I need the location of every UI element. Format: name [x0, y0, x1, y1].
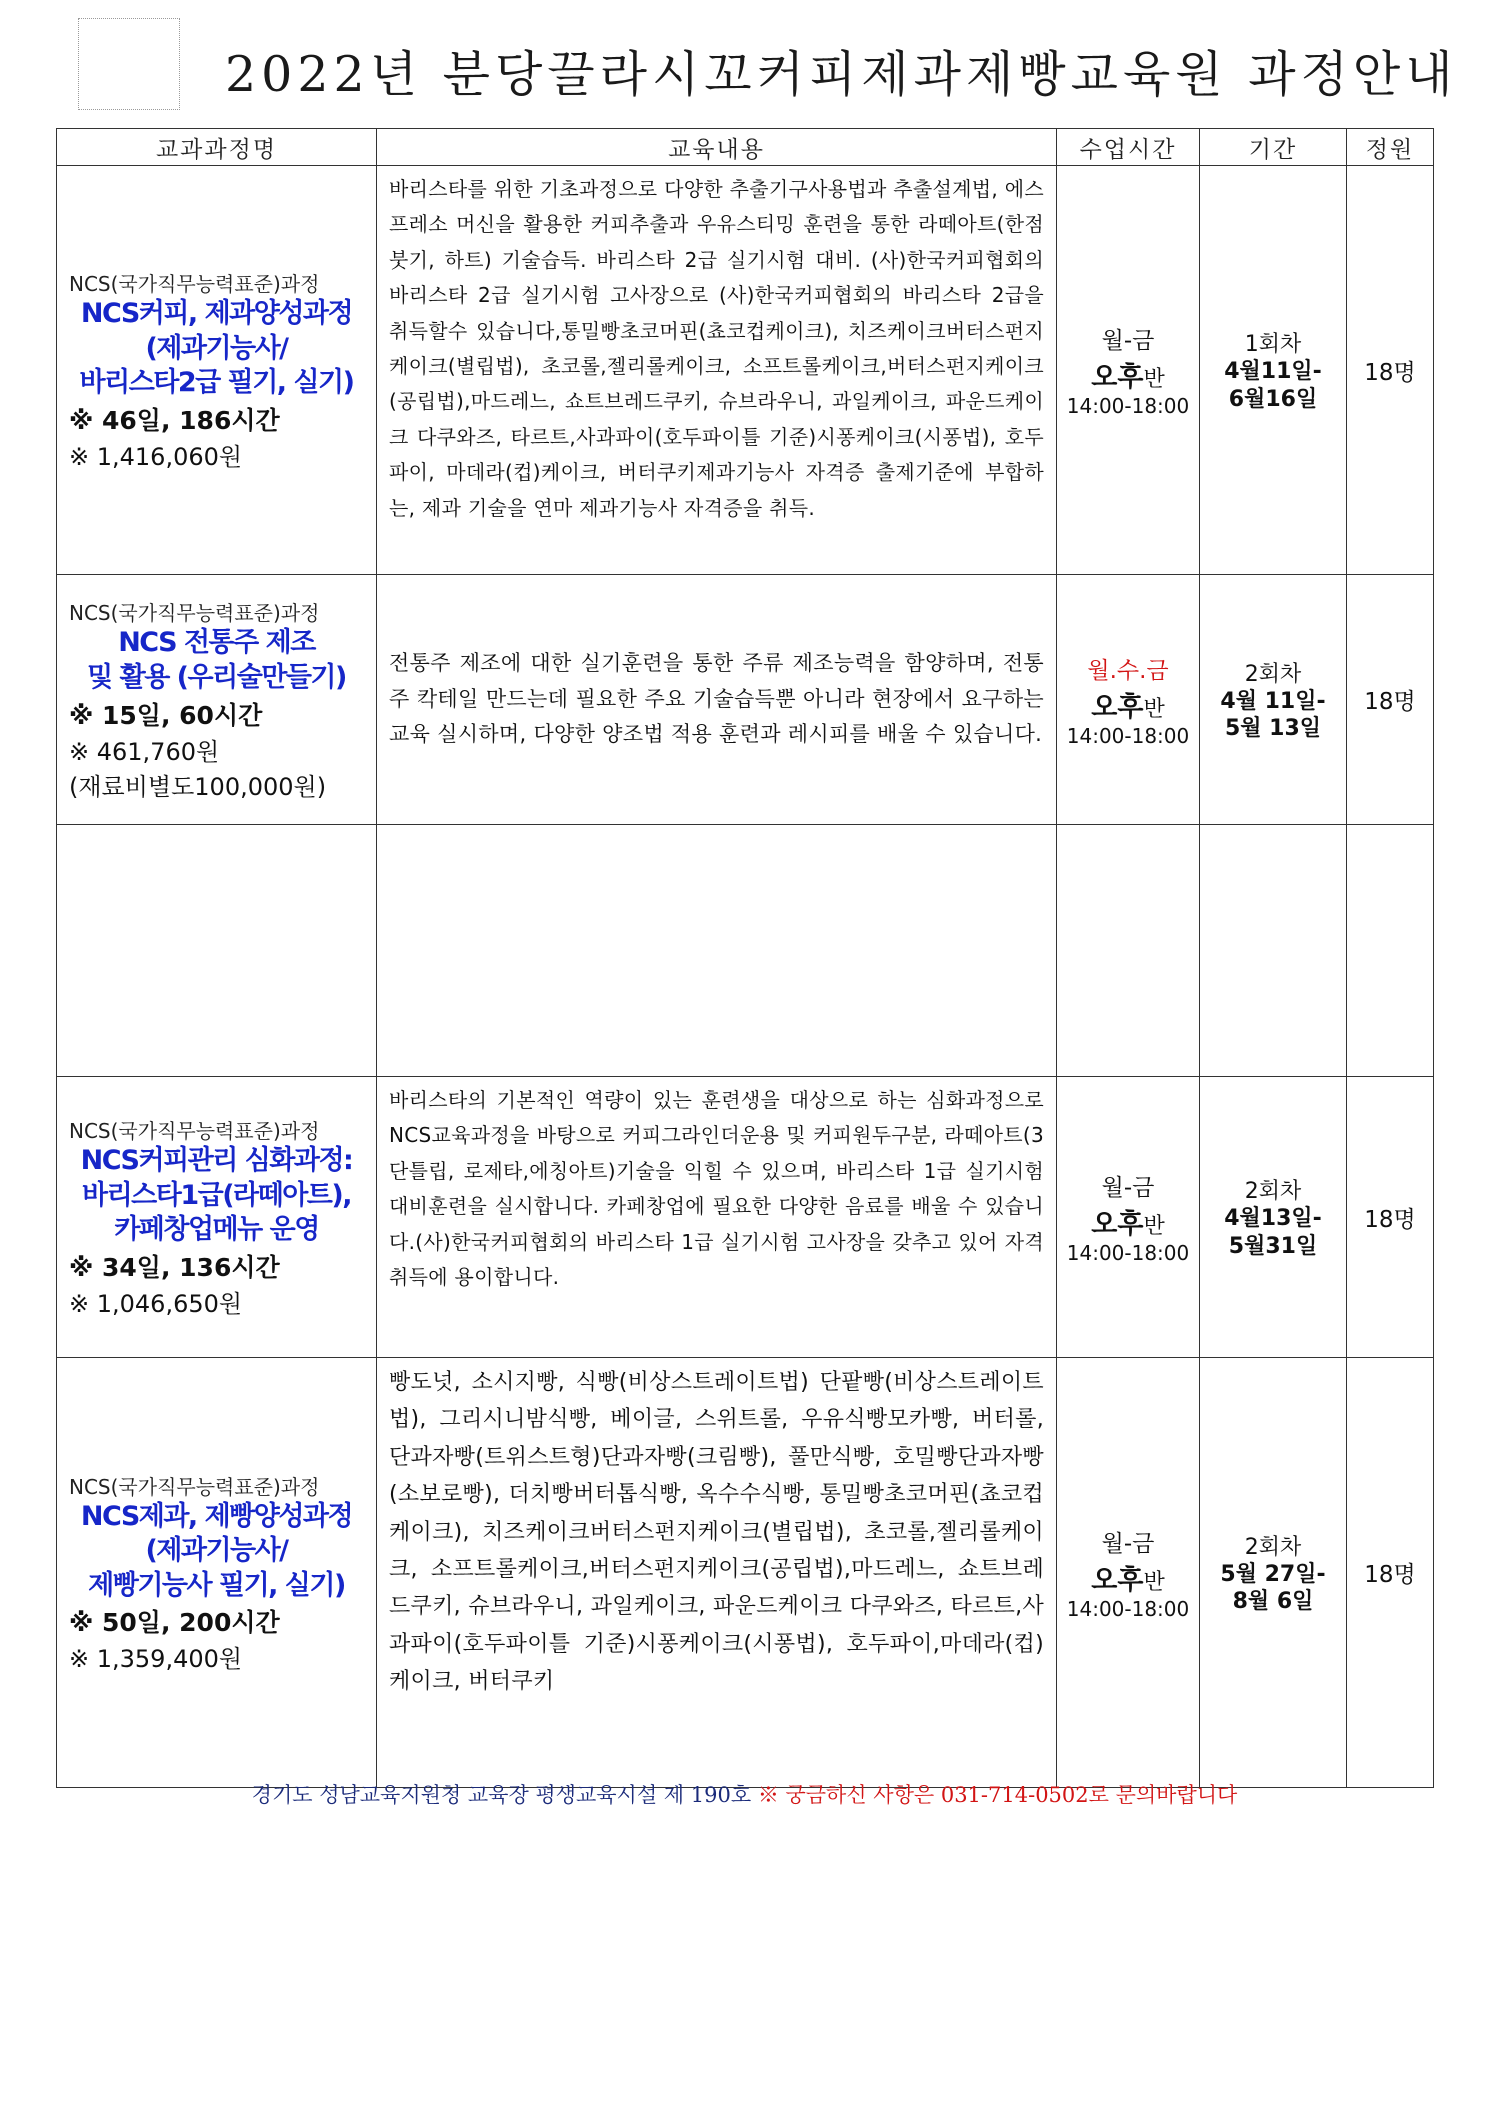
logo-placeholder: [78, 18, 180, 110]
class-days: 월.수.금: [1087, 657, 1169, 684]
course-name-line: NCS제과, 제빵양성과정: [80, 1500, 353, 1532]
header-period: 기간: [1200, 129, 1347, 166]
header-course-name: 교과과정명: [57, 129, 377, 166]
table-row: [57, 575, 1434, 825]
class-time-cell: [1057, 1077, 1200, 1358]
course-name: [69, 297, 364, 401]
course-days-hours: ※ 50일, 200시간: [69, 1608, 280, 1638]
header-class-time: 수업시간: [1057, 129, 1200, 166]
class-time-cell: [1057, 575, 1200, 825]
session-number: 2회차: [1244, 1534, 1302, 1560]
table-header-row: [57, 129, 1434, 166]
empty-cell: [377, 825, 1057, 1077]
period-cell: [1200, 166, 1347, 575]
class-days: 월-금: [1101, 1175, 1155, 1201]
page-title: 2022년 분당끌라시꼬커피제과제빵교육원 과정안내: [225, 46, 1458, 103]
header-content: 교육내용: [377, 129, 1057, 166]
class-section: 오후반: [1091, 362, 1165, 393]
course-name-line: (제과기능사/: [145, 1535, 288, 1567]
course-days-hours: ※ 34일, 136시간: [69, 1252, 280, 1282]
ncs-label: NCS(국가직무능력표준)과정: [69, 601, 320, 626]
session-number: 1회차: [1244, 332, 1302, 357]
session-number: 2회차: [1244, 1179, 1302, 1204]
table-row: [57, 1358, 1434, 1788]
course-name-line: 및 활용 (우리술만들기): [87, 662, 346, 693]
course-fee: ※ 1,416,060원: [69, 442, 243, 471]
course-name-line: 바리스타1급(라떼아트),: [82, 1179, 351, 1211]
class-section: 오후반: [1091, 1564, 1165, 1596]
institution-notice: 경기도 성남교육지원청 교육장 평생교육시설 제 190호: [251, 1783, 752, 1807]
course-fee: ※ 1,046,650원: [69, 1289, 243, 1318]
date-range: 4월11일- 6월16일: [1224, 359, 1322, 412]
period-cell: [1200, 1077, 1347, 1358]
course-content: 바리스타의 기본적인 역량이 있는 훈련생을 대상으로 하는 심화과정으로 NCS교육과정을 바탕으로 커피그라인더운용 및 커피원두구분, 라떼아트(3단틀립, 로제타,에칭아트)기술을 익힐 수 있으며, 바리스타 1급 실기시험 대비훈련을 실시합니다. 카페창업에 필요한 다양한 음료를 배울 수 있습니다.(사)한국커피협회의 바리스타 1급 실기시험 고사장을 갖추고 있어 자격취득에 용이합니다.: [377, 1077, 1057, 1358]
course-name-line: 카페창업메뉴 운영: [114, 1214, 319, 1246]
course-table: [56, 128, 1434, 1788]
course-name: [69, 626, 364, 695]
class-section: 오후반: [1091, 691, 1165, 723]
footer: [56, 1779, 1433, 1809]
empty-row: [57, 825, 1434, 1077]
course-name-line: NCS커피, 제과양성과정: [80, 298, 353, 330]
ncs-label: NCS(국가직무능력표준)과정: [69, 272, 320, 297]
capacity: 18명: [1347, 575, 1434, 825]
table-row: [57, 166, 1434, 575]
capacity: 18명: [1347, 1358, 1434, 1788]
capacity: 18명: [1347, 1077, 1434, 1358]
course-name-line: NCS커피관리 심화과정:: [80, 1145, 353, 1177]
course-name: [69, 1500, 364, 1604]
course-content: 전통주 제조에 대한 실기훈련을 통한 주류 제조능력을 함양하며, 전통주 칵테일 만드는데 필요한 주요 기술습득뿐 아니라 현장에서 요구하는 교육 실시하며, 다양한 양조법 적용 훈련과 레시피를 배울 수 있습니다.: [377, 575, 1057, 825]
course-name-line: NCS 전통주 제조: [118, 627, 315, 659]
class-time-cell: [1057, 1358, 1200, 1788]
empty-cell: [57, 825, 377, 1077]
material-fee-note: (재료비별도100,000원): [69, 772, 327, 801]
empty-cell: [1347, 825, 1434, 1077]
inquiry-notice: ※ 궁금하신 사항은 031-714-0502로 문의바랍니다: [757, 1783, 1238, 1807]
course-name-line: 바리스타2급 필기, 실기): [79, 367, 354, 399]
course-name-cell: [57, 575, 377, 825]
course-content: 빵도넛, 소시지빵, 식빵(비상스트레이트법) 단팥빵(비상스트레이트법), 그리시니밤식빵, 베이글, 스위트롤, 우유식빵모카빵, 버터롤, 단과자빵(트위스트형)단과자빵(크림빵), 풀만식빵, 호밀빵단과자빵(소보로빵), 더치빵버터톱식빵, 옥수수식빵, 통밀빵초코머핀(쵸코컵케이크), 치즈케이크버터스펀지케이크(별립법), 초코롤,젤리롤케이크, 소프트롤케이크,버터스펀지케이크(공립법),마드레느, 쇼트브레드쿠키, 슈브라우니, 과일케이크, 파운드케이크 다쿠와즈, 타르트,사과파이(호두파이틀 기준)시퐁케이크(시퐁법), 호두파이,마데라(컵)케이크, 버터쿠키: [377, 1358, 1057, 1788]
class-section: 오후반: [1091, 1209, 1165, 1240]
period-cell: [1200, 1358, 1347, 1788]
course-name-cell: [57, 1358, 377, 1788]
ncs-label: NCS(국가직무능력표준)과정: [69, 1474, 320, 1499]
course-days-hours: ※ 15일, 60시간: [69, 700, 263, 730]
ncs-label: NCS(국가직무능력표준)과정: [69, 1119, 320, 1144]
date-range: 4월 11일- 5월 13일: [1220, 688, 1326, 741]
course-content: 바리스타를 위한 기초과정으로 다양한 추출기구사용법과 추출설계법, 에스프레소 머신을 활용한 커피추출과 우유스티밍 훈련을 통한 라떼아트(한점붓기, 하트) 기술습득. 바리스타 2급 실기시험 대비. (사)한국커피협회의 바리스타 2급 실기시험 고사장으로 (사)한국커피협회의 바리스타 2급을 취득할수 있습니다,통밀빵초코머핀(쵸코컵케이크), 치즈케이크버터스펀지케이크(별립법), 초코롤,젤리롤케이크, 소프트롤케이크,버터스펀지케이크(공립법),마드레느, 쇼트브레드쿠키, 슈브라우니, 과일케이크, 파운드케이크 다쿠와즈, 타르트,사과파이(호두파이틀 기준)시퐁케이크(시퐁법), 호두파이, 마데라(컵)케이크, 버터쿠키제과기능사 자격증 출제기준에 부합하는, 제과 기술을 연마 제과기능사 자격증을 취득.: [377, 166, 1057, 575]
empty-cell: [1200, 825, 1347, 1077]
class-days: 월-금: [1101, 1530, 1155, 1557]
class-time-cell: [1057, 166, 1200, 575]
class-hours: 14:00-18:00: [1066, 1596, 1190, 1621]
course-name-cell: [57, 1077, 377, 1358]
course-name-line: (제과기능사/: [145, 332, 288, 364]
class-hours: 14:00-18:00: [1066, 394, 1190, 418]
course-fee: ※ 461,760원: [69, 737, 220, 766]
class-hours: 14:00-18:00: [1066, 1241, 1190, 1265]
course-name: [69, 1144, 364, 1248]
table-row: [57, 1077, 1434, 1358]
date-range: 4월13일- 5월31일: [1224, 1206, 1322, 1259]
session-number: 2회차: [1244, 661, 1302, 687]
class-days: 월-금: [1101, 328, 1155, 354]
capacity: 18명: [1347, 166, 1434, 575]
class-hours: 14:00-18:00: [1066, 723, 1190, 748]
course-name-cell: [57, 166, 377, 575]
period-cell: [1200, 575, 1347, 825]
date-range: 5월 27일- 8월 6일: [1220, 1561, 1326, 1614]
header-capacity: 정원: [1347, 129, 1434, 166]
course-fee: ※ 1,359,400원: [69, 1645, 243, 1674]
empty-cell: [1057, 825, 1200, 1077]
course-days-hours: ※ 46일, 186시간: [69, 405, 280, 435]
course-name-line: 제빵기능사 필기, 실기): [88, 1569, 345, 1601]
